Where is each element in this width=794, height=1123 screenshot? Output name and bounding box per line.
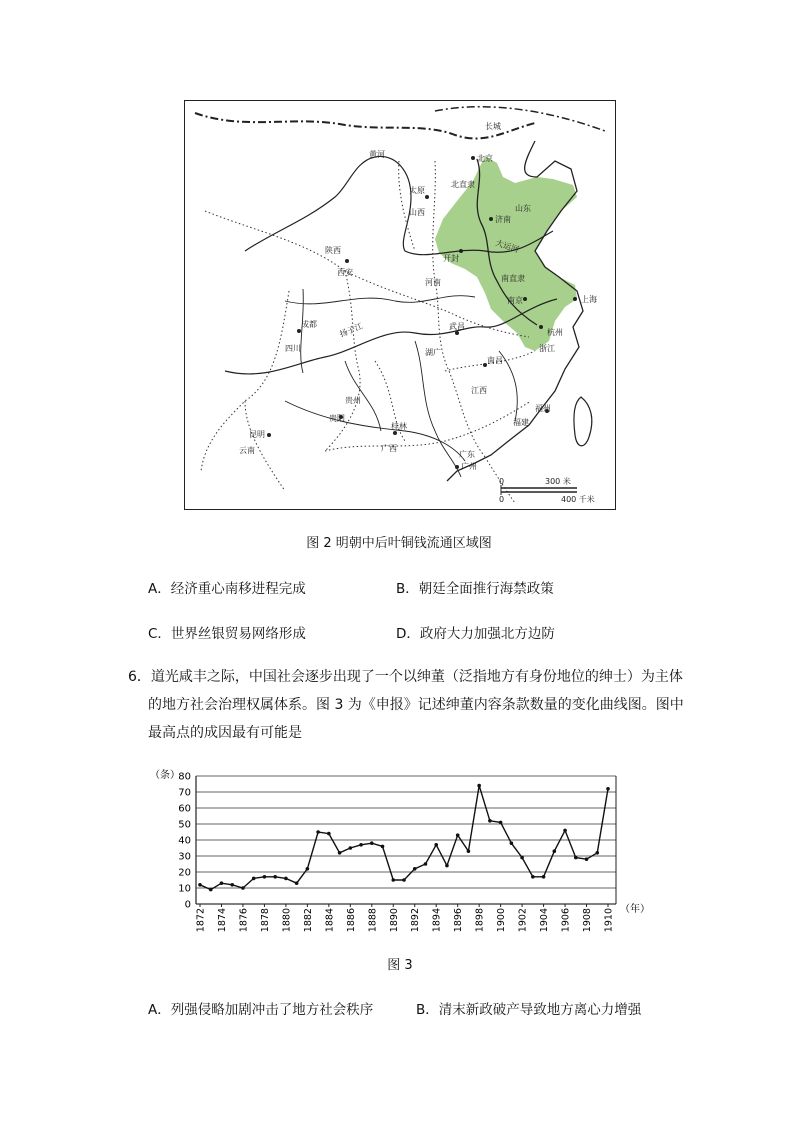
- q5-option-a[interactable]: A．经济重心南移进程完成: [148, 581, 306, 597]
- q6-option-b[interactable]: B．清末新政破产导致地方离心力增强: [416, 1002, 642, 1018]
- hangzhou-dot: [539, 325, 543, 329]
- guilin-dot: [393, 431, 397, 435]
- q5-option-c[interactable]: C．世界丝银贸易网络形成: [148, 626, 306, 642]
- map-label-wuchang: 武昌: [449, 322, 465, 331]
- line-chart-svg: [150, 766, 660, 936]
- data-point-1890: [391, 878, 395, 882]
- kaifeng-dot: [459, 249, 463, 253]
- data-point-1875: [230, 883, 234, 887]
- data-point-1879: [273, 875, 277, 879]
- x-tick-label-1886: 1886: [345, 908, 357, 933]
- map-label-nanjing: 南京: [507, 296, 523, 305]
- map-label-xian: 西安: [337, 268, 353, 277]
- river-3: [415, 341, 461, 477]
- scale-zero-bottom: 0: [499, 495, 505, 504]
- map-label-changcheng: 长城: [485, 122, 501, 131]
- map-label-kunming: 昆明: [249, 430, 265, 439]
- river-1: [285, 296, 475, 304]
- map-label-shanghai: 上海: [581, 295, 597, 304]
- x-tick-label-1898: 1898: [474, 908, 486, 933]
- q6-line-2: 的地方社会治理权属体系。图 3 为《申报》记述绅董内容条款数量的变化曲线图。图中: [148, 697, 684, 713]
- y-tick-label-50: 50: [178, 819, 191, 831]
- map-label-fujian: 福建: [513, 418, 529, 427]
- x-axis-unit-label: （年）: [620, 904, 650, 915]
- data-point-1889: [381, 845, 385, 849]
- data-point-1877: [252, 877, 256, 881]
- map-label-dayunhe: 大运河: [494, 238, 520, 255]
- x-tick-label-1876: 1876: [238, 908, 250, 933]
- map-label-shandong: 山东: [515, 204, 531, 213]
- map-label-jiangxi: 江西: [471, 386, 487, 395]
- map-label-huguang: 湖广: [425, 348, 441, 357]
- map-label-taiyuan: 太原: [409, 186, 425, 195]
- y-tick-label-10: 10: [178, 883, 191, 895]
- x-tick-label-1890: 1890: [388, 908, 400, 933]
- q6-line-3: 最高点的成因最有可能是: [148, 725, 302, 741]
- guangzhou-dot: [455, 465, 459, 469]
- y-tick-label-70: 70: [178, 787, 191, 799]
- data-point-1891: [402, 878, 406, 882]
- data-point-1905: [553, 849, 557, 853]
- map-label-huanghe: 黄河: [369, 150, 385, 159]
- x-tick-label-1902: 1902: [517, 908, 529, 933]
- xian-dot: [345, 259, 349, 263]
- figure-3-chart: [150, 766, 660, 936]
- figure-2-caption: 图 2 明朝中后叶铜钱流通区域图: [306, 536, 492, 551]
- data-point-1878: [263, 875, 267, 879]
- data-point-1897: [467, 849, 471, 853]
- map-label-hangzhou: 杭州: [547, 328, 563, 337]
- y-tick-label-0: 0: [184, 899, 191, 911]
- x-tick-label-1906: 1906: [560, 908, 572, 933]
- map-label-chengdu: 成都: [301, 320, 317, 329]
- ming-copper-coin-map: [184, 100, 616, 510]
- data-point-1874: [220, 881, 224, 885]
- data-point-1887: [359, 843, 363, 847]
- northern-border: [435, 107, 605, 131]
- x-tick-label-1908: 1908: [582, 908, 594, 933]
- map-label-nanchang: 南昌: [487, 356, 503, 365]
- data-point-1909: [595, 851, 599, 855]
- map-label-guizhou: 贵州: [345, 396, 361, 405]
- map-label-nanzhili: 南直隶: [501, 274, 525, 283]
- x-tick-label-1884: 1884: [324, 908, 336, 933]
- x-tick-label-1900: 1900: [496, 908, 508, 933]
- data-point-1884: [327, 832, 331, 836]
- wuchang-dot: [455, 331, 459, 335]
- q6-option-a[interactable]: A．列强侵略加剧冲击了地方社会秩序: [148, 1002, 374, 1018]
- series-line: [200, 786, 608, 890]
- shanghai-dot: [573, 297, 577, 301]
- x-tick-label-1874: 1874: [216, 908, 228, 933]
- map-label-guilin: 桂林: [391, 422, 407, 431]
- y-tick-label-80: 80: [178, 771, 191, 783]
- x-tick-label-1882: 1882: [302, 908, 314, 933]
- x-tick-label-1872: 1872: [195, 908, 207, 933]
- data-point-1904: [542, 875, 546, 879]
- river-4: [285, 401, 465, 461]
- x-tick-label-1904: 1904: [539, 908, 551, 933]
- data-point-1893: [424, 862, 428, 866]
- data-point-1873: [209, 888, 213, 892]
- data-point-1885: [338, 851, 342, 855]
- data-point-1882: [306, 867, 310, 871]
- data-point-1881: [295, 881, 299, 885]
- map-label-guangdong: 广东: [459, 450, 475, 459]
- beijing-dot: [471, 156, 475, 160]
- figure-3-caption: 图 3: [387, 958, 413, 973]
- data-point-1898: [477, 784, 481, 788]
- map-svg: [185, 101, 615, 509]
- nanjing-dot: [523, 297, 527, 301]
- data-point-1901: [510, 841, 514, 845]
- x-tick-label-1888: 1888: [367, 908, 379, 933]
- data-point-1892: [413, 867, 417, 871]
- x-tick-label-1896: 1896: [453, 908, 465, 933]
- data-point-1900: [499, 821, 503, 825]
- y-tick-label-20: 20: [178, 867, 191, 879]
- map-label-shaanxi: 陕西: [325, 246, 341, 255]
- map-label-guiyang: 贵阳: [329, 414, 345, 423]
- map-label-sichuan: 四川: [285, 344, 301, 353]
- map-label-henan: 河南: [425, 278, 441, 287]
- q6-line-1: 6．道光咸丰之际，中国社会逐步出现了一个以绅董（泛指地方有身份地位的绅士）为主体: [128, 669, 683, 685]
- data-point-1880: [284, 877, 288, 881]
- data-point-1883: [316, 830, 320, 834]
- data-point-1872: [198, 883, 202, 887]
- map-label-beizhili: 北直隶: [451, 180, 475, 189]
- q5-option-d[interactable]: D．政府大力加强北方边防: [396, 626, 555, 642]
- map-label-guangzhou: 广州: [461, 462, 477, 471]
- data-point-1894: [434, 843, 438, 847]
- data-point-1907: [574, 856, 578, 860]
- taiwan-island: [574, 397, 592, 446]
- q5-option-b[interactable]: B．朝廷全面推行海禁政策: [396, 581, 554, 597]
- x-tick-label-1894: 1894: [431, 908, 443, 933]
- scale-mile-label: 300 米: [545, 477, 571, 486]
- great-wall-line: [195, 113, 535, 138]
- x-tick-label-1892: 1892: [410, 908, 422, 933]
- map-label-beijing: 北京: [477, 154, 493, 163]
- data-point-1895: [445, 864, 449, 868]
- data-point-1910: [606, 787, 610, 791]
- y-axis-unit-label: （条）: [150, 770, 180, 781]
- map-label-yangzijiang: 扬子江: [338, 321, 365, 339]
- data-point-1876: [241, 886, 245, 890]
- data-point-1903: [531, 875, 535, 879]
- scale-bar: [499, 476, 595, 504]
- jinan-dot: [489, 217, 493, 221]
- data-point-1908: [585, 857, 589, 861]
- scale-zero-top: 0: [499, 477, 505, 486]
- map-label-shanxi: 山西: [409, 208, 425, 217]
- river-5: [301, 289, 304, 373]
- map-label-zhejiang: 浙江: [539, 344, 555, 353]
- chengdu-dot: [297, 329, 301, 333]
- map-label-kaifeng: 开封: [443, 254, 459, 263]
- data-point-1896: [456, 833, 460, 837]
- x-tick-label-1880: 1880: [281, 908, 293, 933]
- x-tick-label-1910: 1910: [603, 908, 615, 933]
- x-tick-label-1878: 1878: [259, 908, 271, 933]
- data-point-1906: [563, 829, 567, 833]
- y-tick-label-40: 40: [178, 835, 191, 847]
- map-label-jinan: 济南: [495, 215, 511, 224]
- map-label-fuzhou: 福州: [535, 404, 551, 413]
- data-point-1888: [370, 841, 374, 845]
- map-label-yunnan: 云南: [239, 446, 255, 455]
- data-point-1899: [488, 819, 492, 823]
- y-tick-label-30: 30: [178, 851, 191, 863]
- y-tick-label-60: 60: [178, 803, 191, 815]
- taiyuan-dot: [425, 195, 429, 199]
- map-label-guangxi: 广西: [381, 444, 397, 453]
- kunming-dot: [267, 433, 271, 437]
- data-point-1886: [349, 846, 353, 850]
- data-point-1902: [520, 856, 524, 860]
- scale-km-label: 400 千米: [561, 495, 595, 504]
